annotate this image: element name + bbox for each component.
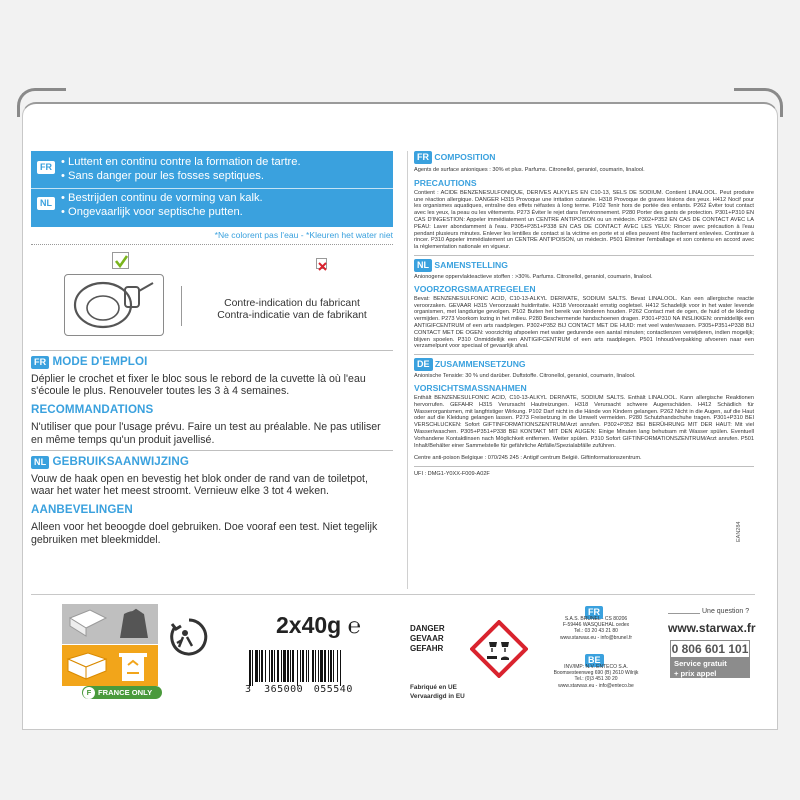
- samenstelling-title: SAMENSTELLING: [434, 259, 508, 270]
- net-weight: [276, 612, 361, 639]
- flag-fr: FR: [37, 157, 55, 175]
- section-rule: [414, 354, 754, 355]
- barcode-bar: [261, 650, 263, 682]
- composition-text: Agents de surface anioniques : 30% et plus. Parfums. Citronellol, geraniol, coumarin, linalool.: [414, 167, 645, 173]
- contra-nl: Contra-indicatie van de fabrikant: [217, 310, 367, 321]
- vorsicht-text: Enthält BENZENESULFONIC ACID, C10-13-ALKYL DERIVATE, SODIUM SALTS. Enthält LINALOOL. Kann allergische Reaktionen hervorrufen. GEFAHR H315 Verursacht Hautreizungen. H318 Verursacht schwere Augenschäden. H412 Schädlich für Wasserorganismen, mit langfristiger Wirkung. P102 Darf nicht in die Hände von Kindern gelangen. P262 Nicht in die Augen, auf die Haut oder auf die Kleidung gelangen lassen. P273 Freisetzung in die Umwelt vermeiden. P280 Schutzhandschuhe tragen. P301+P310 BEI VERSCHLUCKEN: Sofort GIFTINFORMATIONSZENTRUM/Arzt anrufen. P302+P352 BEI BERÜHRUNG MIT DER HAUT: Mit viel Wasser/waschen. P305+P351+P338 BEI KONTAKT MIT DEN AUGEN: Einige Minuten lang behutsam mit Wasser spülen. Eventuell Vorhandene Kontaktlinsen nach Möglichkeit entfernen. Weiter spülen. P310 Sofort GIFTINFORMATIONSZENTRUM/Arzt anrufen. P501 Inhalt/Behälter einer Sammelstelle für gefährliche Abfälle/Spezialabfälle zuführen.: [414, 394, 754, 449]
- barcode-bar: [337, 650, 338, 682]
- vorsicht-title: VORSICHTSMASSNAHMEN: [414, 382, 527, 393]
- toilet-pictogram: [64, 274, 164, 336]
- triman-logo: [168, 616, 210, 658]
- barcode-bar: [312, 650, 314, 682]
- barcode-bar: [300, 650, 301, 682]
- ufi-code: UFI : DMG1-Y0XX-F009-A02F: [414, 471, 490, 478]
- antipoison-text: Centre anti-poison Belgique : 070/245 245 : Antigif centrum België. Giftinformationszentrum.: [414, 455, 642, 462]
- service-line: Service gratuit: [674, 659, 727, 668]
- brunel-address: [548, 616, 644, 641]
- section-gebruiksaanwijzing: [31, 450, 393, 546]
- contra-fr: Contre-indication du fabricant: [224, 298, 360, 309]
- barcode-bar: [340, 650, 341, 686]
- barcode-bar: [271, 650, 273, 682]
- claims-divider: [31, 188, 393, 189]
- barcode-bar: [249, 650, 251, 686]
- barcode-digit-first: 3: [245, 684, 252, 695]
- barcode: [245, 650, 385, 700]
- france-only-text: FRANCE ONLY: [98, 688, 153, 697]
- barcode-bar: [259, 650, 260, 682]
- brunel-line: Tel.: 03 20 43 21 80: [574, 628, 618, 635]
- brunel-line: S.A.S. BRUNEL - CS 80206: [564, 616, 628, 622]
- voorzorg-title: VOORZORGSMAATREGELEN: [414, 283, 536, 294]
- weight-value: 2x40g: [276, 612, 342, 638]
- barcode-bar: [290, 650, 291, 682]
- box-bin-icon: [62, 645, 158, 686]
- color-note: *Ne colorent pas l'eau - *Kleuren het water niet: [214, 230, 393, 240]
- signal-word-fr: DANGER: [410, 624, 445, 633]
- ghs-pictogram: [470, 620, 528, 678]
- barcode-bar: [283, 650, 286, 682]
- flag-fr-address: FR: [585, 602, 603, 620]
- mode-emploi-text: Déplier le crochet et fixer le bloc sous le rebord de la cuvette là où l'eau s'écoule le plus. Renouveler toutes les 3 à 4 semaines.: [31, 373, 366, 398]
- lot-code: EAN284: [736, 521, 742, 542]
- barcode-bar: [281, 650, 282, 682]
- barcode-bar: [320, 650, 323, 682]
- contra-divider: [181, 286, 182, 326]
- service-line: + prix appel: [674, 668, 717, 678]
- enteco-address: [543, 664, 649, 689]
- samenstelling-heading: [414, 259, 754, 272]
- claim-nl-1: • Bestrijden continu de vorming van kalk.: [61, 192, 263, 204]
- made-in-nl: Vervaardigd in EU: [410, 692, 465, 700]
- barcode-bar: [306, 650, 307, 682]
- flag-fr: FR: [31, 356, 49, 369]
- section-rule: [414, 466, 754, 467]
- cross-box: [316, 258, 327, 269]
- zusammen-heading: [414, 358, 754, 371]
- toilet-icon: [65, 275, 165, 337]
- barcode-bar: [255, 650, 258, 682]
- flag-nl: NL: [31, 456, 49, 469]
- barcode-bar: [265, 650, 266, 682]
- zusammen-text: Anionische Tenside: 30 % und darüber. Duftstoffe. Citronellol, geraniol, coumarin, linalool.: [414, 373, 636, 380]
- service-info: [670, 658, 750, 678]
- barcode-bar: [277, 650, 279, 682]
- barcode-bar: [287, 650, 289, 682]
- section-mode-emploi: [31, 350, 393, 446]
- bottom-rule: [31, 594, 755, 595]
- made-in: [410, 684, 465, 701]
- claim-fr-2: • Sans danger pour les fosses septiques.: [61, 170, 264, 182]
- gebruik-text: Vouw de haak open en bevestig het blok onder de rand van de toiletpot, waar het water het meest stroomt. Vernieuw elke 3 tot 4 weken.: [31, 473, 368, 498]
- barcode-bar: [328, 650, 329, 682]
- contra-indication: [194, 298, 390, 322]
- estimated-sign: ℮: [347, 613, 361, 638]
- flag-fr: FR: [414, 151, 432, 164]
- claim-fr-1: • Luttent en continu contre la formation de tartre.: [61, 156, 301, 168]
- precautions-text: Contient : ACIDE BENZENESULFONIQUE, DERIVES ALKYLES EN C10-13, SELS DE SODIUM. Contient LINALOOL. Peut produire une réaction allergique. DANGER H315 Provoque une irritation cutanée. H318 Provoque de graves lésions des yeux. H412 Nocif pour les organismes aquatiques, entraîne des effets néfastes à long terme. P102 Tenir hors de portée des enfants. P262 Éviter tout contact avec les yeux, la peau ou les vêtements. P273 Éviter le rejet dans l'environnement. P280 Porter des gants de protection. P301+P310 EN CAS D'INGESTION: Appeler immédiatement un CENTRE ANTIPOISON ou un médecin. P302+P352 EN CAS DE CONTACT AVEC LA PEAU: Laver abondamment à l'eau. P305+P351+P338 EN CAS DE CONTACT AVEC LES YEUX: Rincer avec précaution à l'eau pendant plusieurs minutes. Enlever les lentilles de contact si la victime en porte et si elles peuvent être facilement enlevées. Continuer à rincer. P310 Appeler immédiatement un CENTRE ANTIPOISON, un médecin. P501 Éliminer l'emballage et son contenu en accord avec la réglementation nationale en vigueur.: [414, 189, 754, 251]
- brunel-line: www.starwax.eu - info@brunel.fr: [559, 634, 633, 641]
- barcode-bar: [333, 650, 334, 682]
- barcode-bar: [302, 650, 304, 682]
- check-icon: [113, 253, 130, 270]
- dotted-divider: [31, 244, 393, 245]
- question-text: Une question ?: [702, 608, 750, 615]
- barcode-digit-group2: 055540: [313, 684, 353, 695]
- mode-emploi-title: MODE D'EMPLOI: [52, 355, 148, 368]
- barcode-digit-group1: 365000: [264, 684, 304, 695]
- website[interactable]: www.starwax.fr: [668, 621, 756, 635]
- samenstelling-text: Anionogene oppervlakteactieve stoffen : >30%. Parfums. Citronellol, geraniol, coumarin, linalool.: [414, 273, 653, 280]
- claims-box: [31, 151, 393, 227]
- barcode-bar: [315, 650, 316, 682]
- enteco-line: Tel.: (0)3 451 30 20: [574, 676, 618, 683]
- column-divider: [407, 151, 408, 589]
- signal-word-de: GEFAHR: [410, 644, 444, 653]
- gebruik-heading: [31, 455, 393, 469]
- barcode-bar: [297, 650, 298, 686]
- aanbevelingen-title: AANBEVELINGEN: [31, 503, 133, 517]
- gebruik-title: GEBRUIKSAANWIJZING: [52, 455, 189, 468]
- composition-heading: [414, 151, 754, 164]
- flag-de: DE: [414, 358, 433, 371]
- barcode-bar: [330, 650, 332, 682]
- wrapper-bin-icon: [62, 604, 158, 644]
- flag-nl: NL: [37, 193, 55, 211]
- enteco-line: INV/IMP: N.V. ENTECO S.A.: [564, 664, 628, 670]
- made-in-fr: Fabriqué en UE: [410, 684, 457, 691]
- check-box: [112, 252, 129, 269]
- france-only-badge: [82, 686, 162, 699]
- barcode-bar: [324, 650, 326, 682]
- barcode-bar: [252, 650, 253, 686]
- flag-be-address: BE: [585, 650, 604, 668]
- section-rule: [31, 450, 393, 451]
- recycling-orange-panel: [62, 645, 158, 686]
- section-rule: [31, 350, 393, 351]
- brunel-line: F-59446 WASQUEHAL cedex: [562, 622, 630, 629]
- right-column: [414, 151, 754, 478]
- enteco-line: www.starwax.eu - info@enteco.be: [558, 682, 634, 689]
- recycling-info: [62, 604, 158, 686]
- barcode-bar: [292, 650, 294, 682]
- aanbevelingen-text: Alleen voor het beoogde doel gebruiken. Doe vooraf een test. Niet tegelijk gebruiken met bleekmiddel.: [31, 521, 378, 546]
- barcode-bar: [308, 650, 309, 682]
- corrosion-hazard-icon: [470, 620, 528, 678]
- recommandations-title: RECOMMANDATIONS: [31, 403, 154, 417]
- zusammen-title: ZUSAMMENSETZUNG: [434, 359, 526, 370]
- claim-nl-2: • Ongevaarlijk voor septische putten.: [61, 206, 243, 218]
- section-rule: [414, 255, 754, 256]
- enteco-line: Boomsesteenweg 690 (B) 2610 Wilrijk: [553, 670, 639, 677]
- barcode-bar: [269, 650, 270, 682]
- recommandations-text: N'utiliser que pour l'usage prévu. Faire un test au préalable. Ne pas utiliser en même temps qu'un produit javellisé.: [31, 421, 381, 446]
- recycling-grey-panel: [62, 604, 158, 644]
- barcode-bar: [274, 650, 275, 682]
- composition-title: COMPOSITION: [434, 152, 496, 162]
- cross-icon: [317, 261, 328, 272]
- precautions-title: PRECAUTIONS: [414, 177, 477, 188]
- flag-nl: NL: [414, 259, 432, 272]
- france-f-icon: F: [83, 687, 95, 699]
- signal-words: [410, 624, 445, 654]
- voorzorg-text: Bevat: BENZENESULFONIC ACID, C10-13-ALKYL DERIVATE, SODIUM SALTS. Bevat LINALOOL. Kan een allergische reactie veroorzaken. GEVAAR H315 Veroorzaakt huidirritatie. H318 Veroorzaakt ernstig oogletsel. H412 Schadelijk voor in het water levende organismen, met langdurige gevolgen. P102 Buiten het bereik van kinderen houden. P262 Contact met de ogen, de huid of de kleding vermijden. P273 Voorkom lozing in het milieu. P280 Beschermende handschoenen dragen. P301+P310 NA INSLIKKEN: onmiddellijk een ANTIGIFCENTRUM of een arts raadplegen. P302+P352 BIJ CONTACT MET DE HUID: met veel water/wassen. P305+P351+P338 BIJ CONTACT MET DE OGEN: voorzichtig afspoelen met water gedurende een aantal minuten; contactlenzen verwijderen, indien mogelijk; blijven spoelen. P310 Onmiddellijk een ANTIGIFCENTRUM of een arts raadplegen. P501 Inhoud/verpakking afvoeren naar een verzamelpunt voor speciaal of gevaarlijk afval.: [414, 295, 754, 350]
- mode-emploi-heading: [31, 355, 393, 369]
- triman-icon: [168, 616, 210, 658]
- barcode-digits: [245, 684, 385, 695]
- barcode-bar: [318, 650, 319, 682]
- phone-number[interactable]: 0 806 601 101: [671, 642, 749, 656]
- signal-word-nl: GEVAAR: [410, 634, 444, 643]
